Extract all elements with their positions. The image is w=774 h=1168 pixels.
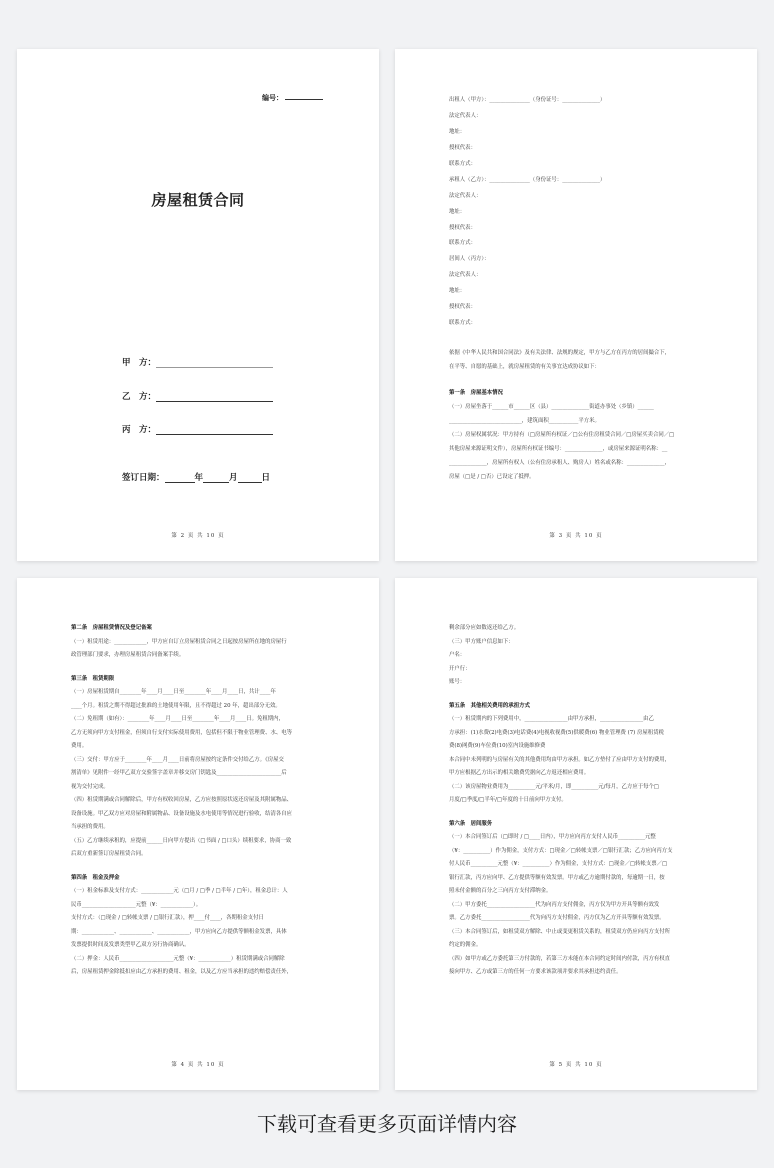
text-line: ______________，房屋所有权人（公有住房承租人、购房人）姓名或名称：______________， [449, 460, 671, 467]
text-line: （二）免租期（如有）：________年____月____日至________年____月____日。免租期内， [71, 716, 284, 723]
text-line: 居间人（丙方）： [449, 256, 490, 263]
download-more-link[interactable]: 下载可查看更多页面详情内容 [257, 1112, 517, 1136]
page-fees [395, 578, 757, 1090]
text-line: 地址： [449, 288, 466, 295]
article-heading: 第五条 其他相关费用的承担方式 [449, 702, 530, 709]
sign-date-row [122, 471, 270, 483]
month-blank [203, 474, 229, 483]
text-line: 设备设施。甲乙双方应对房屋和附属物品、设备设施及水电使用等情况进行验收，结清各自应 [71, 810, 293, 817]
text-line: （一）本合同签订后（□即时 / □____日内），甲方应向丙方支付人民币__________元整 [449, 834, 656, 841]
text-line: 法定代表人： [449, 112, 482, 119]
text-line: 地址： [449, 208, 466, 215]
text-line: 其他房屋来源证明文件），房屋所有权证书编号：______________，或房屋来源证明名称：__ [449, 446, 668, 453]
text-line: 票。乙方委托__________________代为向丙方支付佣金，丙方仅为乙方开具等额有效发票。 [449, 915, 665, 922]
article-heading: 第四条 租金及押金 [71, 874, 120, 881]
contract-title: 房屋租赁合同 [151, 191, 245, 209]
text-line: （¥：__________）作为佣金，支付方式：□现金／□转帐支票／□银行汇款；乙方应向丙方支 [449, 847, 673, 854]
text-line: 地址： [449, 128, 466, 135]
text-line: 出租人（甲方）：_______________（身份证号：______________） [449, 97, 606, 103]
month-label: 月 [229, 473, 238, 483]
contract-number [262, 93, 323, 103]
intro-block [449, 346, 703, 484]
text-line: 后，房屋租赁押金除抵扣应由乙方承担的费用、租金，以及乙方应当承担的违约赔偿责任外， [71, 969, 293, 976]
text-line: 授权代表： [449, 304, 476, 311]
text-line: 付人民币__________元整（¥：__________）作为佣金，支付方式：□现金／□转帐支票／□ [449, 861, 668, 868]
fees-block [449, 622, 703, 980]
text-line: （一）租金标准及支付方式：____________元（□月 / □季 / □半年 / □年），租金总计：人 [71, 888, 288, 895]
party-b-blank [156, 393, 273, 402]
contract-number-label: 编号： [262, 93, 283, 102]
text-line: 联系方式： [449, 320, 476, 327]
day-label: 日 [261, 473, 271, 483]
text-line: 接向甲方、乙方或第三方的任何一方要求该款项并要求其承担违约责任。 [449, 969, 622, 976]
article-heading: 第二条 房屋租赁情况及登记备案 [71, 625, 152, 631]
text-line: 期：____________、____________、____________，甲方应向乙方提供等额租金发票，具体 [71, 928, 287, 935]
page-parties [395, 49, 757, 561]
day-blank [238, 474, 262, 483]
sign-date-label: 签订日期： [122, 473, 165, 483]
text-line: 支付方式：（□现金 / □转帐支票 / □银行汇款），押____付____，各期租金支付日 [71, 915, 264, 922]
text-line: （五）乙方继续承租的，应提前______日向甲方提出（□书面 / □口头）续租要求，协商一致 [71, 837, 292, 844]
text-line: 当承担的费用。 [71, 824, 109, 831]
page-number: 第 3 页 共 10 页 [549, 533, 603, 539]
text-line: （三）本合同签订后，如租赁双方解除、中止或变更租赁关系的，租赁双方仍应向丙方支付所 [449, 928, 671, 935]
text-line: （一）租赁期内的下列费用中，________________由甲方承担，________________由乙 [449, 716, 654, 723]
text-line: 法定代表人： [449, 272, 482, 279]
text-line: 联系方式： [449, 160, 476, 167]
text-line: 费用。 [71, 743, 88, 750]
text-line: 依据《中华人民共和国合同法》及有关法律、法规的规定，甲方与乙方在丙方的居间撮合下， [449, 350, 671, 356]
text-line: 乙方无须向甲方支付租金，但须自行支付实际使用费用，包括但不限于物业管理费、水、电等 [71, 729, 293, 736]
text-line: 账号： [449, 679, 466, 686]
text-line: 开户行： [449, 665, 471, 672]
party-a-row [122, 356, 273, 368]
text-line: （三）甲方账户信息如下： [449, 638, 514, 645]
text-line: 政管理部门要求，办理房屋租赁合同备案手续。 [71, 652, 185, 659]
text-line: 银行汇款，丙方应向甲、乙方提供等额有效发票。甲方或乙方逾期付款的，每逾期一日，按 [449, 874, 665, 881]
text-line: 房屋（□是 / □否）已设定了抵押。 [449, 474, 535, 481]
text-line: 月度/□季度/□半年/□年度的十日前向甲方支付。 [449, 797, 567, 804]
parties-block [449, 93, 703, 332]
year-blank [165, 474, 195, 483]
text-line: （一）租赁用途：____________，甲方应自订立房屋租赁合同之日起按房屋所在地的房屋行 [71, 638, 287, 645]
text-line: 方承担：(1)水费(2)电费(3)电话费(4)电视收视费(5)供暖费(6) 物业管理费 (7) 房屋租赁税 [449, 729, 664, 736]
party-b-label: 乙 方： [122, 392, 157, 402]
text-line: （一）房屋租赁期自________年____月____日至________年____月____日，共计____年 [71, 689, 276, 696]
page-number: 第 4 页 共 10 页 [171, 1062, 225, 1068]
text-line: 联系方式： [449, 240, 476, 247]
text-line: 甲方应根据乙方出示的相关缴费凭据向乙方返还相应费用。 [449, 770, 590, 777]
text-line: （二）该房屋物业费用为__________元/平米/月，即__________元/每月，乙方应于每个□ [449, 783, 659, 790]
party-c-blank [156, 426, 273, 435]
page-number: 第 2 页 共 10 页 [171, 533, 225, 539]
page-lease-terms [17, 578, 379, 1090]
party-a-label: 甲 方： [122, 358, 157, 368]
text-line: （三）交付：甲方应于________年____月____日前将房屋按约定条件交付给乙方。《房屋交 [71, 756, 284, 763]
text-line: （四）如甲方或乙方委托第三方付款的，若第三方未能在本合同约定时间内付款，丙方有权直 [449, 955, 671, 962]
text-line: 授权代表： [449, 224, 476, 231]
contract-number-blank [285, 99, 323, 100]
text-line: 户名： [449, 652, 466, 659]
lease-terms-block [71, 622, 325, 980]
text-line: 剩余部分应如数返还给乙方。 [449, 625, 520, 631]
page-cover [17, 49, 379, 561]
year-label: 年 [194, 473, 204, 483]
text-line: （二）押金：人民币____________________元整（¥：____________）租赁期满或合同解除 [71, 955, 285, 962]
article-heading: 第三条 租赁期限 [71, 675, 115, 682]
text-line: 民币____________________元整（¥：____________）。 [71, 901, 202, 908]
article-heading: 第六条 居间服务 [449, 820, 493, 827]
text-line: 费(8)网费(9)车位费(10)室内设施维修费 [449, 743, 546, 750]
text-line: ___________________________，建筑面积___________平方米。 [449, 418, 600, 425]
text-line: 割清单》见附件一经甲乙双方交验签字盖章并移交房门钥匙及________________________后 [71, 770, 287, 777]
text-line: 视为交付完成。 [71, 783, 109, 790]
text-line: 在平等、自愿的基础上，就房屋租赁的有关事宜达成协议如下： [449, 364, 600, 371]
page-number: 第 5 页 共 10 页 [549, 1062, 603, 1068]
article-heading: 第一条 房屋基本情况 [449, 390, 503, 397]
text-line: 承租人（乙方）：_______________（身份证号：______________） [449, 176, 606, 183]
text-line: 照未付金额的百分之三向丙方支付滞纳金。 [449, 888, 552, 895]
text-line: （二）房屋权属状况：甲方持有（□房屋所有权证／□公有住房租赁合同／□房屋买卖合同／□ [449, 432, 675, 439]
text-line: 法定代表人： [449, 192, 482, 199]
text-line: 本合同中未列明的与房屋有关的其他费用均由甲方承担。如乙方垫付了应由甲方支付的费用， [449, 756, 671, 763]
party-b-row [122, 390, 273, 402]
party-c-row [122, 423, 273, 435]
text-line: 约定的佣金。 [449, 942, 482, 949]
text-line: （一）房屋坐落于______市______区（县）______________街道办事处（乡镇）______ [449, 404, 654, 411]
party-a-blank [156, 359, 273, 368]
text-line: （二）甲方委托__________________代为向丙方支付佣金，丙方仅为甲方开具等额有效发 [449, 901, 660, 908]
text-line: ____个月。租赁之期不得超过批准的土地使用年限，且不得超过 20 年，超出部分无效。 [71, 702, 281, 709]
text-line: 后双方重新签订房屋租赁合同。 [71, 851, 147, 858]
text-line: 授权代表： [449, 144, 476, 151]
party-c-label: 丙 方： [122, 425, 157, 435]
text-line: 发票提供时间及发票类型甲乙双方另行协商确认。 [71, 942, 190, 949]
text-line: （四）租赁期满或合同解除后，甲方有权收回房屋，乙方应按照原状返还房屋及其附属物品、 [71, 797, 293, 804]
